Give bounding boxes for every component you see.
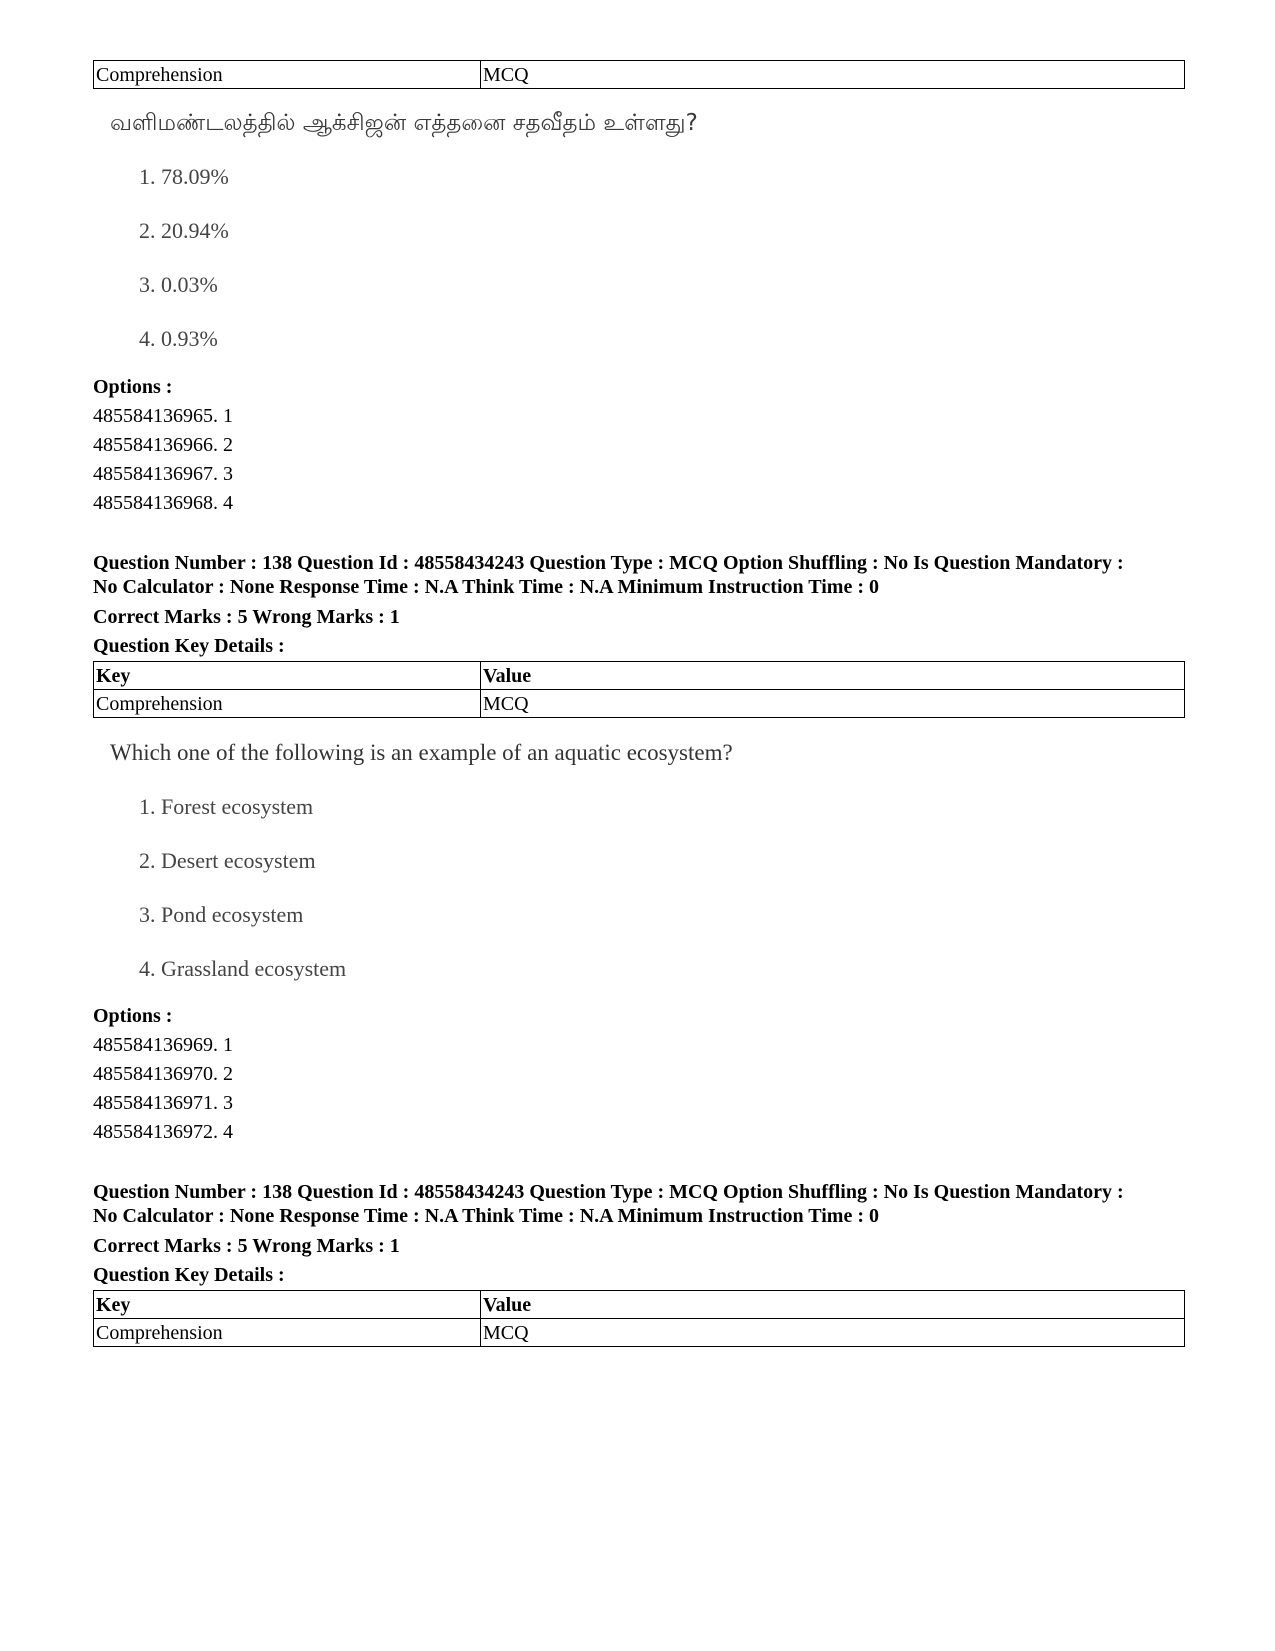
question-meta-3	[93, 1180, 1193, 1290]
table-row	[94, 61, 1185, 89]
question-option: 3. Pond ecosystem	[139, 902, 304, 927]
table-header-row	[94, 662, 1185, 690]
question-meta-2	[93, 551, 1193, 661]
table-cell-key: Comprehension	[94, 1319, 481, 1347]
table-cell-value: MCQ	[481, 61, 1185, 89]
option-id: 485584136965. 1	[93, 405, 233, 427]
table-cell-value: MCQ	[481, 690, 1185, 718]
option-id: 485584136971. 3	[93, 1092, 233, 1114]
question-meta-line: Question Number : 138 Question Id : 48558434243 Question Type : MCQ Option Shuffling : No Is Question Mandatory :	[93, 1181, 1124, 1203]
marks-line: Correct Marks : 5 Wrong Marks : 1	[93, 606, 400, 628]
question-meta-line: No Calculator : None Response Time : N.A Think Time : N.A Minimum Instruction Time : 0	[93, 576, 879, 598]
table-cell-key: Comprehension	[94, 690, 481, 718]
table-header-value: Value	[481, 662, 1185, 690]
key-details-title: Question Key Details :	[93, 1264, 285, 1286]
question-option: 2. Desert ecosystem	[139, 848, 316, 873]
question-text: வளிமண்டலத்தில் ஆக்சிஜன் எத்தனை சதவீதம் உள்ளது?	[110, 110, 698, 136]
table-header-row	[94, 1291, 1185, 1319]
option-id: 485584136972. 4	[93, 1121, 233, 1143]
key-details-title: Question Key Details :	[93, 635, 285, 657]
option-id: 485584136967. 3	[93, 463, 233, 485]
key-details-table-1	[93, 60, 1185, 89]
options-list-2	[93, 1002, 233, 1147]
marks-line: Correct Marks : 5 Wrong Marks : 1	[93, 1235, 400, 1257]
key-details-table-2	[93, 661, 1185, 718]
table-row	[94, 690, 1185, 718]
table-cell-value: MCQ	[481, 1319, 1185, 1347]
option-id: 485584136969. 1	[93, 1034, 233, 1056]
question-option: 1. 78.09%	[139, 164, 229, 189]
options-title: Options :	[93, 376, 173, 398]
question-meta-line: Question Number : 138 Question Id : 48558434243 Question Type : MCQ Option Shuffling : No Is Question Mandatory :	[93, 552, 1124, 574]
question-option: 4. Grassland ecosystem	[139, 956, 347, 981]
table-header-key: Key	[94, 662, 481, 690]
key-details-table-3	[93, 1290, 1185, 1347]
option-id: 485584136968. 4	[93, 492, 233, 514]
option-id: 485584136970. 2	[93, 1063, 233, 1085]
question-meta-line: No Calculator : None Response Time : N.A Think Time : N.A Minimum Instruction Time : 0	[93, 1205, 879, 1227]
question-image-1	[110, 108, 870, 378]
table-cell-key: Comprehension	[94, 61, 481, 89]
question-option: 4. 0.93%	[139, 326, 218, 351]
table-header-value: Value	[481, 1291, 1185, 1319]
table-header-key: Key	[94, 1291, 481, 1319]
table-row	[94, 1319, 1185, 1347]
question-option: 2. 20.94%	[139, 218, 229, 243]
question-option: 1. Forest ecosystem	[139, 794, 314, 819]
question-text: Which one of the following is an example of an aquatic ecosystem?	[110, 740, 733, 765]
question-image-2	[110, 738, 870, 1008]
options-list-1	[93, 373, 233, 518]
options-title: Options :	[93, 1005, 173, 1027]
question-option: 3. 0.03%	[139, 272, 218, 297]
option-id: 485584136966. 2	[93, 434, 233, 456]
